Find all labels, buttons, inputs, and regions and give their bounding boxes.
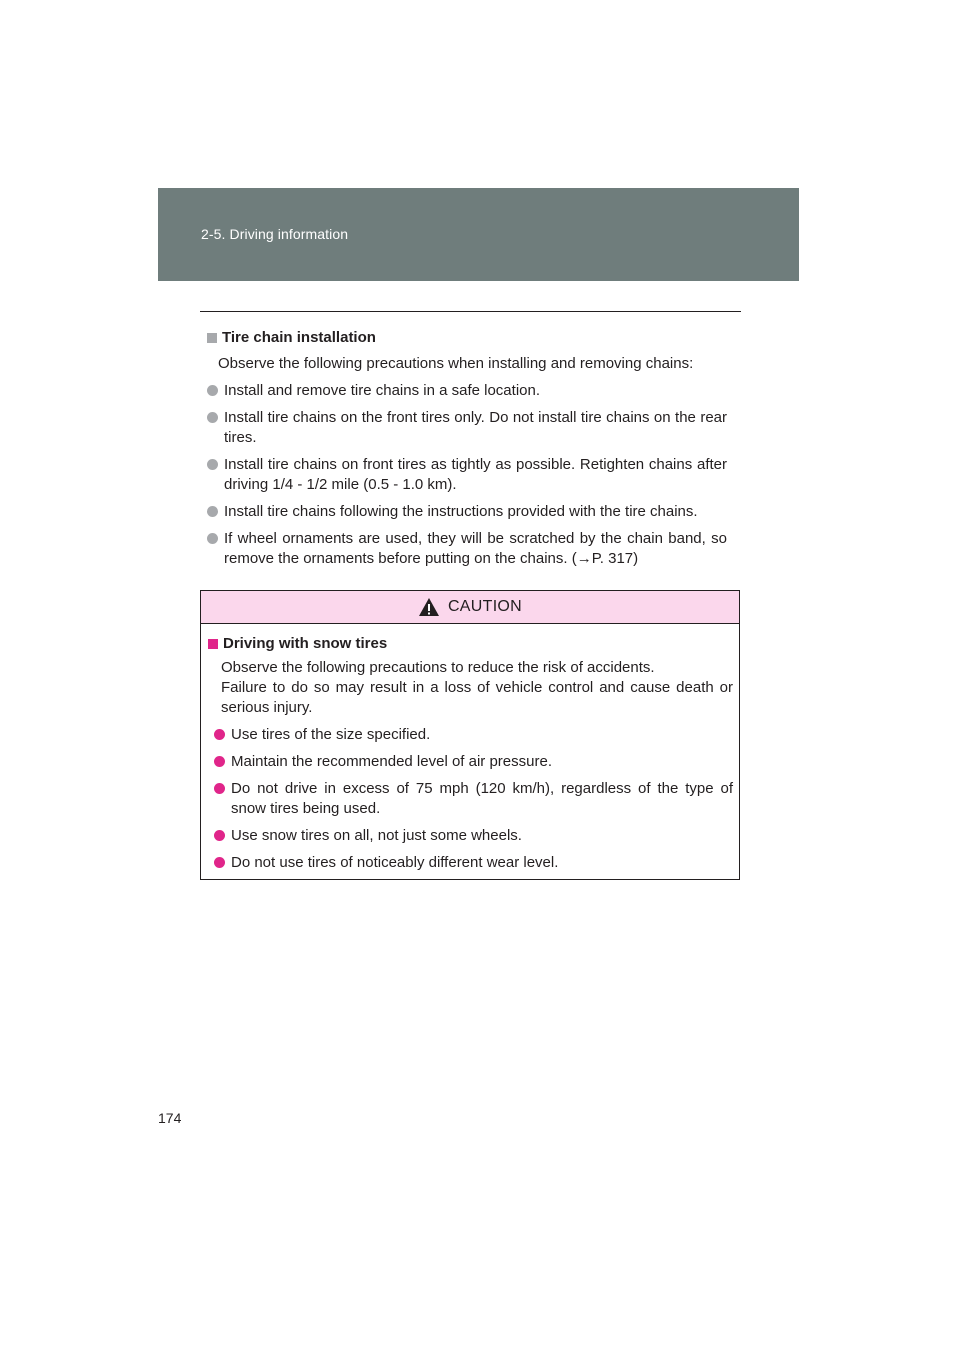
caution-intro	[221, 658, 733, 718]
square-bullet-icon	[208, 639, 218, 649]
list-item	[214, 779, 733, 819]
bullet-dot-icon	[207, 459, 218, 470]
bullet-dot-icon	[214, 857, 225, 868]
list-item-text: Use tires of the size specified.	[231, 726, 431, 743]
tire-chain-intro: Observe the following precautions when installing and removing chains:	[218, 355, 694, 372]
bullet-dot-icon	[207, 506, 218, 517]
list-item	[207, 455, 727, 495]
bullet-dot-icon	[214, 783, 225, 794]
square-bullet-icon	[207, 333, 217, 343]
list-item-text: Maintain the recommended level of air pressure.	[231, 753, 552, 770]
divider	[200, 311, 741, 312]
list-item	[207, 502, 727, 522]
list-item-text: Install tire chains on front tires as tightly as possible. Retighten chains after driving 1/4 - 1/2 mile (0.5 - 1.0 km).	[224, 456, 727, 493]
warning-triangle-icon	[418, 597, 440, 617]
caution-header	[201, 591, 739, 624]
list-item-text: Use snow tires on all, not just some wheels.	[231, 827, 522, 844]
tire-chain-heading-text: Tire chain installation	[222, 329, 376, 346]
list-item	[214, 725, 733, 745]
list-item-text: Install tire chains following the instructions provided with the tire chains.	[224, 503, 698, 520]
list-item	[214, 752, 733, 772]
caution-intro-line-1: Observe the following precautions to reduce the risk of accidents.	[221, 659, 655, 676]
list-item-text: Do not drive in excess of 75 mph (120 km/h), regardless of the type of snow tires being used.	[231, 780, 733, 817]
tire-chain-heading	[207, 328, 727, 348]
caution-title: CAUTION	[447, 598, 523, 615]
list-item-text: If wheel ornaments are used, they will be scratched by the chain band, so remove the ornaments before putting on the chains. (→P. 317)	[224, 530, 727, 567]
bullet-dot-icon	[214, 756, 225, 767]
caution-intro-line-2: Failure to do so may result in a loss of vehicle control and cause death or serious injury.	[221, 679, 733, 716]
bullet-dot-icon	[207, 385, 218, 396]
list-item	[214, 826, 733, 846]
bullet-dot-icon	[207, 533, 218, 544]
caution-box	[200, 590, 740, 880]
list-item-text: Install and remove tire chains in a safe location.	[224, 382, 541, 399]
list-item	[214, 853, 733, 873]
section-header-band	[158, 188, 799, 281]
section-title: 2-5. Driving information	[201, 226, 349, 242]
list-item-text: Install tire chains on the front tires only. Do not install tire chains on the rear tires.	[224, 409, 727, 446]
bullet-dot-icon	[214, 729, 225, 740]
list-item-text: Do not use tires of noticeably different wear level.	[231, 854, 559, 871]
bullet-dot-icon	[207, 412, 218, 423]
caution-body	[201, 624, 739, 873]
caution-heading	[208, 634, 733, 654]
list-item	[207, 381, 727, 401]
page-number: 174	[158, 1110, 182, 1126]
list-item	[207, 408, 727, 448]
list-item	[207, 529, 727, 569]
bullet-dot-icon	[214, 830, 225, 841]
caution-heading-text: Driving with snow tires	[223, 635, 388, 652]
tire-chain-section	[207, 328, 727, 569]
